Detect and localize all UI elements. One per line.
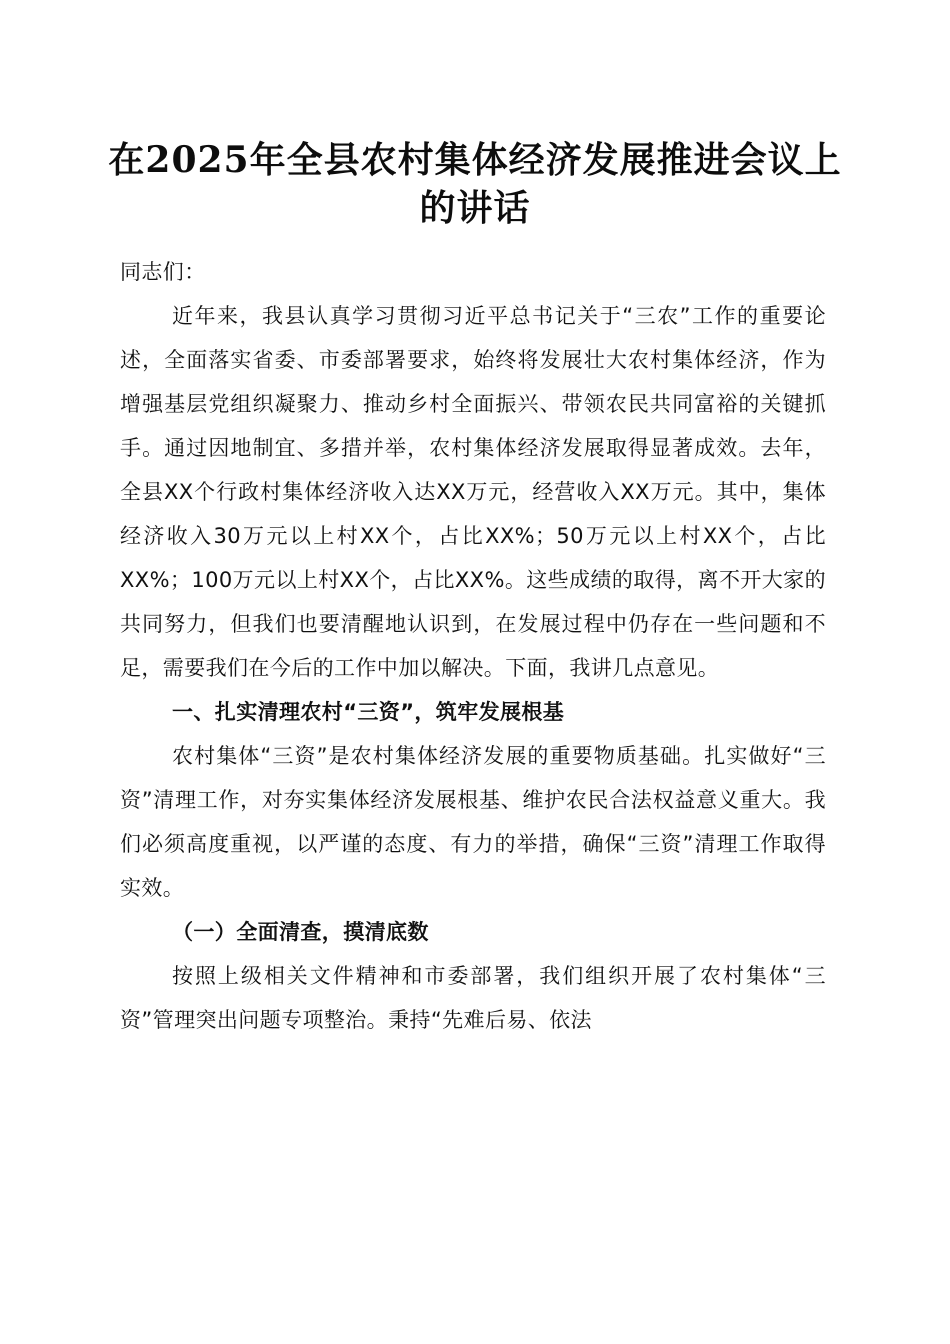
intro-paragraph: 近年来，我县认真学习贯彻习近平总书记关于“三农”工作的重要论述，全面落实省委、市委部署要求，始终将发展壮大农村集体经济，作为增强基层党组织凝聚力、推动乡村全面振兴、带领农民共同富裕的关键抓手。通过因地制宜、多措并举，农村集体经济发展取得显著成效。去年，全县XX个行政村集体经济收入达XX万元，经营收入XX万元。其中，集体经济收入30万元以上村XX个，占比XX%；50万元以上村XX个，占比XX%；100万元以上村XX个，占比XX%。这些成绩的取得，离不开大家的共同努力，但我们也要清醒地认识到，在发展过程中仍存在一些问题和不足，需要我们在今后的工作中加以解决。下面，我讲几点意见。 <box>120 304 826 680</box>
subsection-1-paragraph: 按照上级相关文件精神和市委部署，我们组织开展了农村集体“三资”管理突出问题专项整治。秉持“先难后易、依法 <box>120 964 826 1032</box>
document-body <box>120 250 826 1042</box>
section-1-paragraph: 农村集体“三资”是农村集体经济发展的重要物质基础。扎实做好“三资”清理工作，对夯实集体经济发展根基、维护农民合法权益意义重大。我们必须高度重视，以严谨的态度、有力的举措，确保“三资”清理工作取得实效。 <box>120 744 826 900</box>
section-heading-1: 一、扎实清理农村“三资”，筑牢发展根基 <box>172 700 565 724</box>
subsection-heading-1: （一）全面清查，摸清底数 <box>172 920 429 944</box>
salutation: 同志们： <box>120 260 206 284</box>
document-title: 在2025年全县农村集体经济发展推进会议上的讲话 <box>108 139 842 229</box>
